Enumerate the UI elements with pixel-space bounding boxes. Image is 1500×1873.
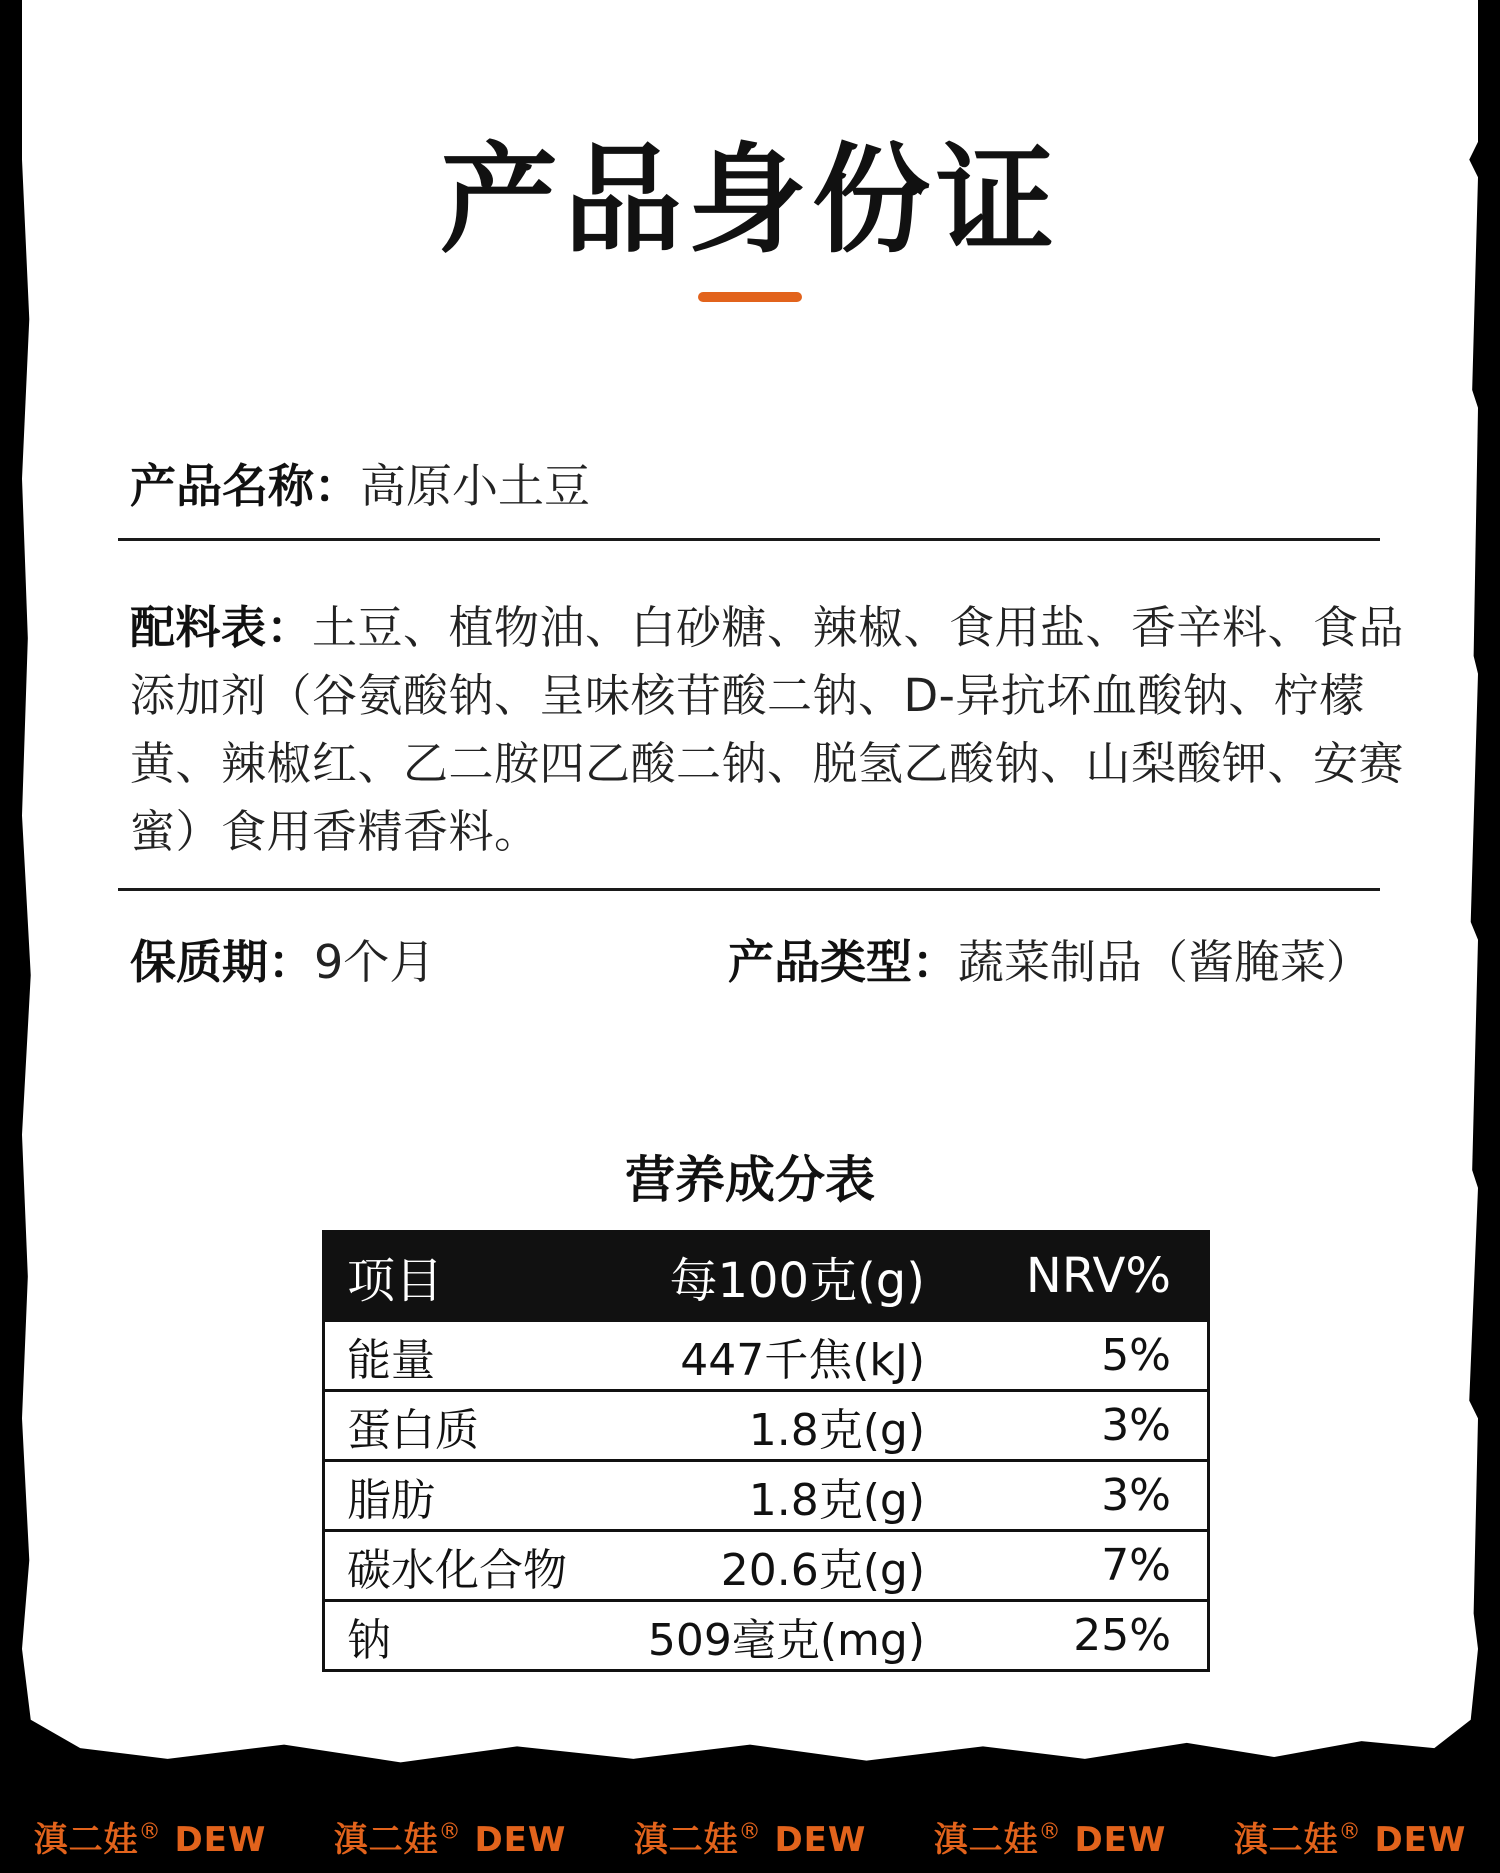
divider (118, 888, 1380, 891)
product-name-value: 高原小土豆 (360, 459, 590, 513)
nutrient-nrv: 3% (1101, 1400, 1171, 1451)
ingredients-line: 添加剂（谷氨酸钠、呈味核苷酸二钠、D-异抗坏血酸钠、柠檬 (130, 669, 1365, 722)
nutrient-nrv: 7% (1101, 1540, 1171, 1591)
nutrient-nrv: 3% (1101, 1470, 1171, 1521)
nutrient-amount: 509毫克(mg) (647, 1614, 925, 1666)
nutrient-amount: 447千焦(kJ) (680, 1334, 925, 1386)
shelf-life-row (130, 932, 435, 992)
product-type-row (728, 932, 1372, 992)
header-item: 项目 (347, 1252, 444, 1309)
table-row (325, 1529, 1207, 1599)
nutrient-amount: 1.8克(g) (748, 1404, 925, 1456)
nutrient-nrv: 5% (1101, 1330, 1171, 1381)
product-type-value: 蔬菜制品（酱腌菜） (958, 935, 1372, 989)
brand-strip (0, 1800, 1500, 1873)
ingredients-block (130, 594, 1405, 866)
nutrition-table (322, 1230, 1210, 1672)
product-name-row (130, 456, 590, 516)
brand-logo: 滇二娃® DEW (333, 1819, 567, 1860)
table-row (325, 1319, 1207, 1389)
table-row (325, 1389, 1207, 1459)
shelf-life-label: 保质期： (130, 935, 314, 989)
header-per-100g: 每100克(g) (669, 1252, 925, 1309)
brand-logo: 滇二娃® DEW (1233, 1819, 1467, 1860)
divider (118, 538, 1380, 541)
nutrient-name: 能量 (347, 1334, 435, 1386)
nutrient-name: 蛋白质 (347, 1404, 479, 1456)
title-underline (698, 292, 802, 302)
brand-logo: 滇二娃® DEW (633, 1819, 867, 1860)
brand-logo: 滇二娃® DEW (933, 1819, 1167, 1860)
product-type-label: 产品类型： (728, 935, 958, 989)
nutrient-amount: 1.8克(g) (748, 1474, 925, 1526)
ingredients-line (130, 594, 1405, 662)
ingredients-line: 黄、辣椒红、乙二胺四乙酸二钠、脱氢乙酸钠、山梨酸钾、安赛 (130, 737, 1405, 790)
brand-logo: 滇二娃® DEW (33, 1819, 267, 1860)
shelf-life-value: 9个月 (314, 935, 436, 989)
nutrient-name: 脂肪 (347, 1474, 435, 1526)
product-name-label: 产品名称： (130, 459, 360, 513)
ingredients-text: 土豆、植物油、白砂糖、辣椒、食用盐、香辛料、食品 (312, 601, 1405, 654)
nutrient-amount: 20.6克(g) (720, 1544, 925, 1596)
page-title: 产品身份证 (439, 131, 1060, 269)
ingredients-line: 蜜）食用香精香料。 (130, 805, 540, 858)
nutrient-name: 碳水化合物 (347, 1544, 567, 1596)
table-row (325, 1599, 1207, 1669)
ingredients-label: 配料表： (130, 601, 313, 654)
nutrition-title: 营养成分表 (625, 1151, 875, 1209)
nutrient-nrv: 25% (1073, 1610, 1171, 1661)
table-header (325, 1233, 1207, 1319)
nutrient-name: 钠 (347, 1614, 391, 1666)
table-row (325, 1459, 1207, 1529)
header-nrv: NRV% (1025, 1248, 1171, 1304)
